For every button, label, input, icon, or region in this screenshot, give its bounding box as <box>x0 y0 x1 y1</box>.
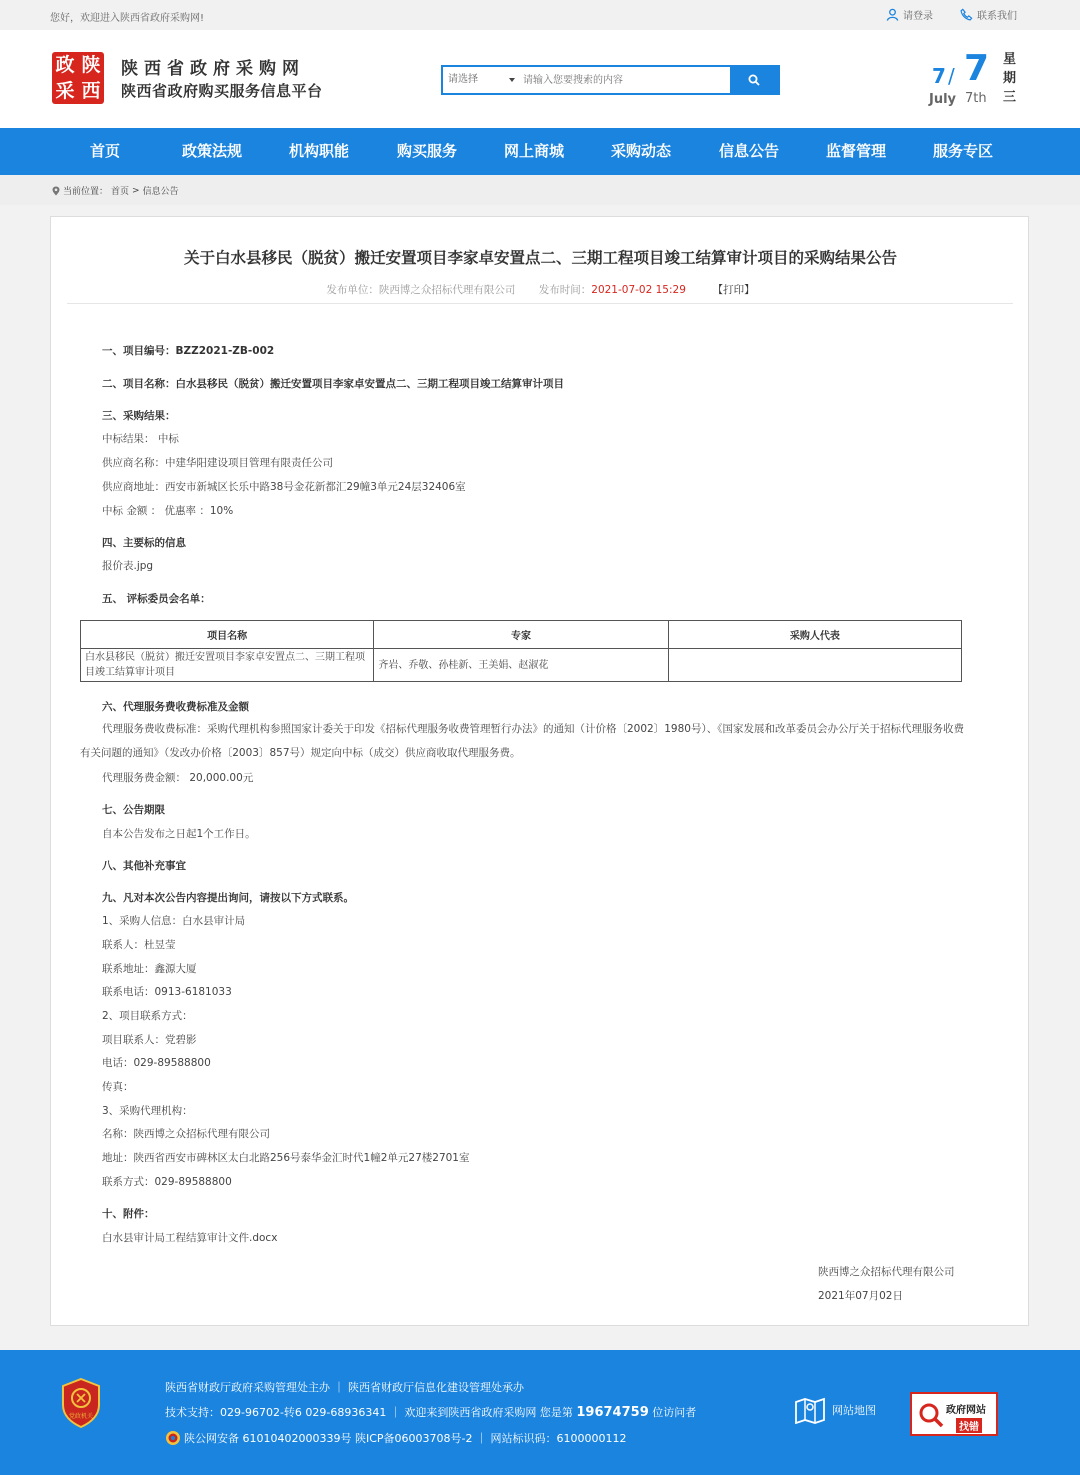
date-month-number: 7 <box>932 64 946 88</box>
article-card <box>50 216 1029 1326</box>
magnifier-icon <box>918 1402 944 1428</box>
footer <box>0 1350 1080 1475</box>
publisher: 陕西博之众招标代理有限公司 <box>378 284 516 296</box>
section-committee: 五、 评标委员会名单： <box>102 593 211 605</box>
logo-char: 西 <box>81 80 101 102</box>
contact-line: 项目联系人：党碧影 <box>102 1034 197 1046</box>
agency-fee-standard: 代理服务费收费标准：采购代理机构参照国家计委关于印发《招标代理服务收费管理暂行办法》的通知（计价格〔2002〕1980号）、《国家发展和改革委员会办公厅关于招标代理服务收费有关问题的通知》（发改办价格〔2003〕857号）规定向中标（成交）供应商收取代理服务费。 <box>80 723 964 759</box>
top-bar <box>0 0 1080 30</box>
footer-registration <box>165 1430 626 1446</box>
welcome-text: 您好，欢迎进入陕西省政府采购网! <box>50 13 205 24</box>
search-bar <box>441 65 780 95</box>
date-widget <box>928 50 1023 110</box>
breadcrumb-label: 当前位置： <box>63 187 109 197</box>
result-supplier-address: 供应商地址：西安市新城区长乐中路38号金花新都汇29幢3单元24层32406室 <box>102 481 466 493</box>
breadcrumb-separator: > <box>132 185 140 196</box>
search-button[interactable] <box>730 67 778 93</box>
table-header: 项目名称 <box>81 621 374 649</box>
contact-line: 地址：陕西省西安市碑林区太白北路256号泰华金汇时代1幢2单元27楼2701室 <box>102 1152 470 1164</box>
notice-period-text: 自本公告发布之日起1个工作日。 <box>102 828 256 840</box>
section-other: 八、其他补充事宜 <box>102 860 186 872</box>
committee-table <box>80 620 962 682</box>
breadcrumb-current[interactable]: 信息公告 <box>142 187 179 197</box>
map-icon <box>794 1396 826 1424</box>
search-input[interactable] <box>523 67 730 93</box>
site-subtitle: 陕西省政府购买服务信息平台 <box>121 82 323 100</box>
publisher-label: 发布单位： <box>326 284 379 296</box>
contact-line: 1、采购人信息：白水县审计局 <box>102 915 246 927</box>
result-winning: 中标结果： 中标 <box>102 433 179 445</box>
attachment-link[interactable]: 白水县审计局工程结算审计文件.docx <box>102 1232 278 1244</box>
title-divider <box>67 303 1013 304</box>
footer-organizers: 陕西省财政厅政府采购管理处主办 ｜ 陕西省财政厅信息化建设管理处承办 <box>165 1381 524 1394</box>
caret-down-icon <box>509 78 515 82</box>
print-button[interactable]: 【打印】 <box>712 284 755 296</box>
section-attachments: 十、附件： <box>102 1208 155 1220</box>
section-main-items: 四、主要标的信息 <box>102 537 186 549</box>
weekday: 星期三 <box>1003 52 1017 105</box>
footer-support-pre: 技术支持：029-96702-转6 029-68936341 ｜ 欢迎来到陕西省政府采购网 您是第 <box>165 1406 573 1419</box>
logo-char: 陕 <box>81 54 101 76</box>
article-title: 关于白水县移民（脱贫）搬迁安置项目李家卓安置点二、三期工程项目竣工结算审计项目的采购结果公告 <box>183 249 897 267</box>
nav-item-purchase-service[interactable]: 购买服务 <box>396 142 457 160</box>
result-supplier-name: 供应商名称：中建华阳建设项目管理有限责任公司 <box>102 457 333 469</box>
contact-line: 联系地址：鑫源大厦 <box>102 963 197 975</box>
report-error-label: 政府网站 <box>946 1405 986 1416</box>
header <box>0 30 1080 128</box>
agency-fee-amount: 代理服务费金额： 20,000.00元 <box>102 772 254 784</box>
date-month-name: July <box>929 92 957 107</box>
search-category-select[interactable] <box>443 67 523 93</box>
date-day-ordinal: 7th <box>965 91 987 106</box>
phone-icon <box>960 8 973 21</box>
sitemap-link[interactable] <box>794 1396 876 1424</box>
contact-link[interactable] <box>960 7 1017 22</box>
date-day-number: 7 <box>964 48 990 89</box>
nav-item-news[interactable]: 采购动态 <box>610 142 671 160</box>
site-title: 陕西省政府采购网 <box>121 59 305 79</box>
user-icon <box>886 8 899 21</box>
nav-item-services[interactable]: 服务专区 <box>932 142 993 160</box>
signature-org: 陕西博之众招标代理有限公司 <box>818 1266 955 1278</box>
login-label: 请登录 <box>903 11 933 22</box>
quote-attachment: 报价表.jpg <box>102 560 154 572</box>
breadcrumb <box>0 175 1080 205</box>
nav-item-policy[interactable]: 政策法规 <box>181 142 242 160</box>
table-header-row <box>81 621 962 649</box>
section-notice-period: 七、公告期限 <box>102 804 165 816</box>
location-pin-icon <box>52 186 60 196</box>
search-category-value: 请选择 <box>448 74 478 85</box>
table-cell <box>668 649 961 682</box>
sitemap-label: 网站地图 <box>832 1404 876 1417</box>
date-slash: / <box>948 64 955 88</box>
registration-text: 陕公网安备 61010402000339号 陕ICP备06003708号-2 ｜ 网站标识码：6100000112 <box>184 1432 627 1445</box>
contact-line: 联系方式：029-89588800 <box>102 1176 232 1188</box>
main-nav <box>0 128 1080 175</box>
nav-item-mall[interactable]: 网上商城 <box>503 142 564 160</box>
contact-line: 传真： <box>102 1081 134 1093</box>
table-cell: 白水县移民（脱贫）搬迁安置项目李家卓安置点二、三期工程项目竣工结算审计项目 <box>81 649 374 682</box>
emblem-text: 党政机关 <box>68 1413 94 1420</box>
table-header: 专家 <box>374 621 668 649</box>
report-error-button[interactable] <box>910 1392 998 1436</box>
article-meta <box>51 282 1030 297</box>
logo-char: 采 <box>55 80 75 102</box>
section-project-name: 二、项目名称：白水县移民（脱贫）搬迁安置项目李家卓安置点二、三期工程项目竣工结算审计项目 <box>102 378 564 390</box>
visitor-count: 19674759 <box>576 1405 649 1420</box>
footer-support-post: 位访问者 <box>652 1406 697 1419</box>
breadcrumb-home[interactable]: 首页 <box>111 187 130 197</box>
table-cell: 齐岩、乔敬、孙桂新、王美娟、赵淑花 <box>374 649 668 682</box>
table-header: 采购人代表 <box>668 621 961 649</box>
contact-line: 3、采购代理机构： <box>102 1105 193 1117</box>
section-result-heading: 三、采购结果： <box>102 410 176 422</box>
contact-line: 2、项目联系方式： <box>102 1010 193 1022</box>
footer-support <box>165 1404 696 1420</box>
site-logo[interactable] <box>52 52 104 104</box>
table-row <box>81 649 962 682</box>
contact-line: 电话：029-89588800 <box>102 1057 211 1069</box>
section-project-number: 一、项目编号：BZZ2021-ZB-002 <box>102 345 275 357</box>
signature-date: 2021年07月02日 <box>818 1290 903 1302</box>
section-agency-fee: 六、代理服务费收费标准及金额 <box>102 701 249 713</box>
police-badge-icon <box>165 1430 181 1446</box>
section-contact: 九、凡对本次公告内容提出询问，请按以下方式联系。 <box>102 892 354 904</box>
nav-item-supervision[interactable]: 监督管理 <box>825 142 886 160</box>
nav-item-notices[interactable]: 信息公告 <box>718 142 779 160</box>
login-link[interactable] <box>886 7 933 22</box>
contact-line: 名称：陕西博之众招标代理有限公司 <box>102 1128 270 1140</box>
search-icon <box>748 74 760 86</box>
nav-item-home[interactable]: 首页 <box>89 142 120 160</box>
contact-line: 联系人：杜昱莹 <box>102 939 176 951</box>
logo-char: 政 <box>55 54 75 76</box>
nav-item-agency[interactable]: 机构职能 <box>288 142 349 160</box>
publish-time: 2021-07-02 15:29 <box>591 284 686 296</box>
time-label: 发布时间： <box>538 284 592 296</box>
contact-line: 联系电话：0913-6181033 <box>102 986 232 998</box>
result-amount: 中标 金额 ： 优惠率 ：10% <box>102 505 234 517</box>
report-error-sub: 找错 <box>956 1418 982 1433</box>
contact-label: 联系我们 <box>977 11 1017 22</box>
party-government-emblem[interactable] <box>60 1378 102 1428</box>
